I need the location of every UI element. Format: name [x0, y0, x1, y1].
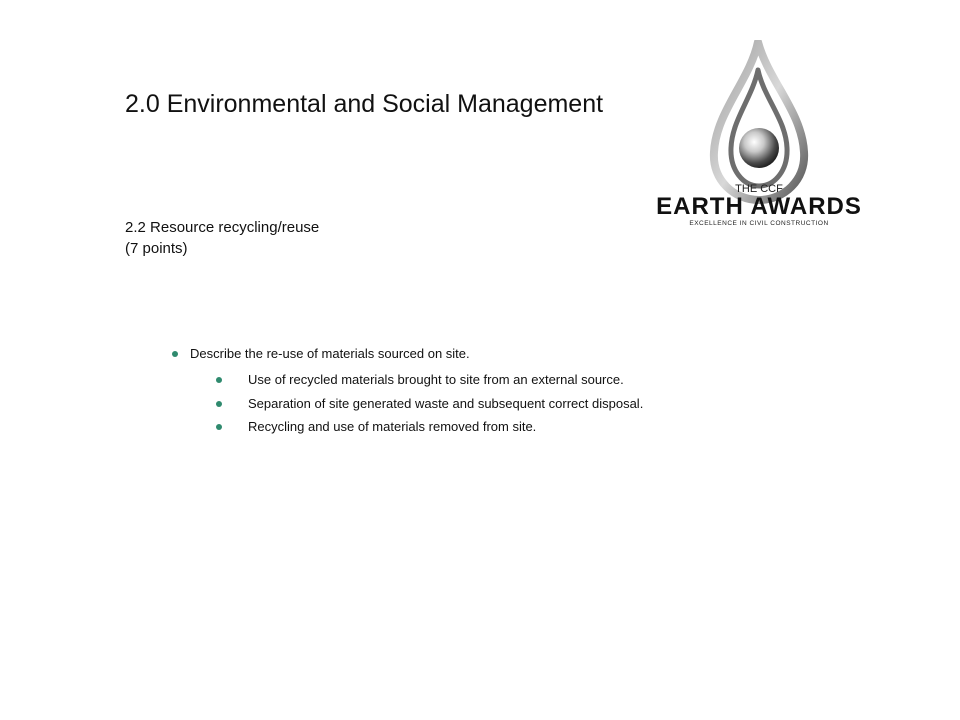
- bullet-icon: [172, 351, 178, 357]
- list-item-text: Use of recycled materials brought to site from an external source.: [248, 372, 624, 387]
- bullet-icon: [216, 377, 222, 383]
- logo-line3: EXCELLENCE IN CIVIL CONSTRUCTION: [689, 220, 829, 227]
- subheading-line2: (7 points): [125, 240, 188, 257]
- list-item-text: Separation of site generated waste and subsequent correct disposal.: [248, 396, 644, 411]
- section-subheading: [125, 217, 319, 259]
- bullet-icon: [216, 401, 222, 407]
- logo-line2: EARTH AWARDS: [656, 193, 862, 220]
- drop-with-sphere-icon: [638, 40, 880, 232]
- list-item-text: Describe the re-use of materials sourced on site.: [190, 346, 470, 361]
- earth-awards-logo: [638, 40, 880, 232]
- logo-line1: THE CCF: [735, 183, 783, 195]
- bullet-icon: [216, 424, 222, 430]
- list-item-text: Recycling and use of materials removed from site.: [248, 419, 537, 434]
- subheading-line1: 2.2 Resource recycling/reuse: [125, 219, 320, 236]
- slide-title: 2.0 Environmental and Social Management: [125, 90, 604, 118]
